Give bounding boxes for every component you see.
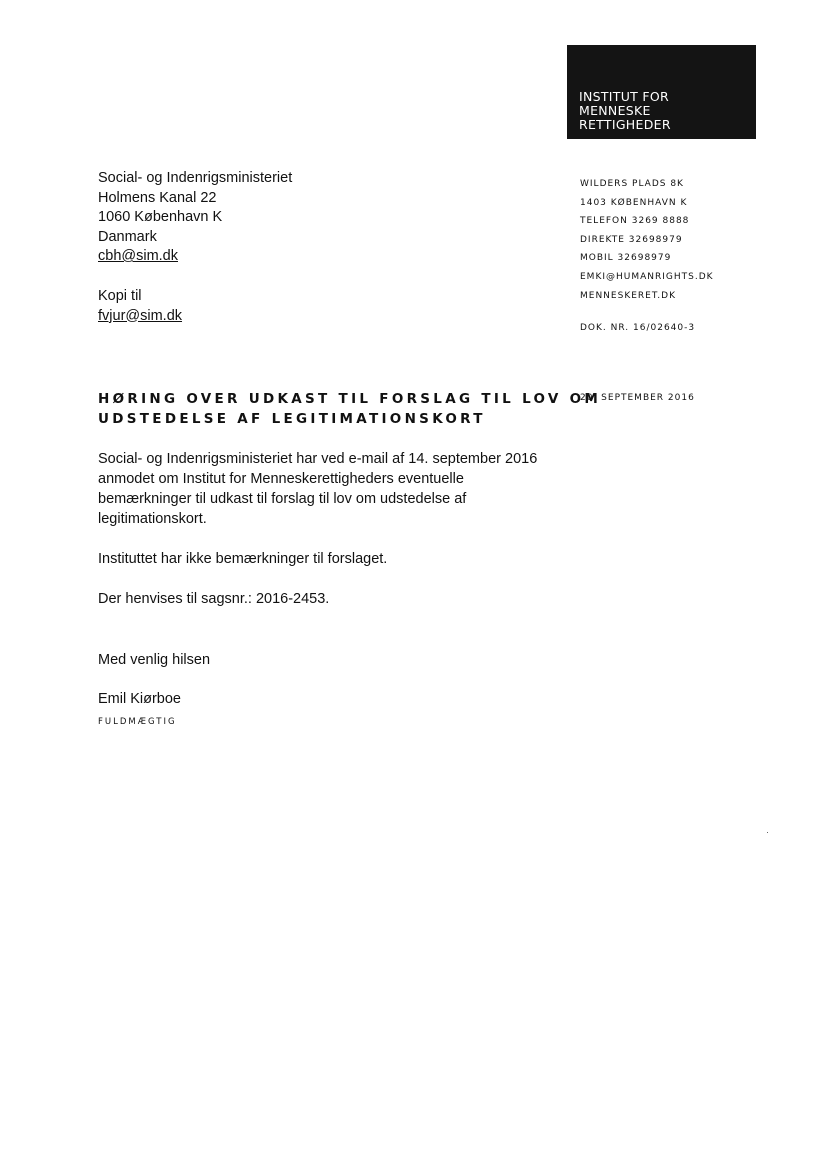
sender-web: MENNESKERET.DK	[580, 290, 676, 301]
logo-line-3: RETTIGHEDER	[579, 117, 671, 132]
copy-to-label: Kopi til	[98, 288, 142, 304]
greeting-text: Med venlig hilsen	[98, 652, 211, 668]
sender-city: 1403 KØBENHAVN K	[580, 197, 688, 208]
letter-heading	[98, 389, 602, 429]
sender-contact-block	[580, 175, 714, 305]
signatory-name	[98, 689, 181, 709]
body-line: Instituttet har ikke bemærkninger til forslaget.	[98, 551, 388, 567]
recipient-email-link[interactable]: cbh@sim.dk	[98, 248, 178, 264]
sender-direct: DIREKTE 32698979	[580, 234, 683, 245]
closing-greeting	[98, 650, 210, 670]
institute-logo	[567, 45, 756, 139]
sender-email: EMKI@HUMANRIGHTS.DK	[580, 271, 714, 282]
body-paragraph-1	[98, 449, 537, 529]
body-line: anmodet om Institut for Menneskerettigheders eventuelle	[98, 471, 464, 487]
recipient-city: 1060 København K	[98, 209, 223, 225]
body-paragraph-3	[98, 589, 329, 609]
letter-date: 20. SEPTEMBER 2016	[580, 393, 695, 403]
copy-to	[98, 287, 182, 326]
body-line: Social- og Indenrigsministeriet har ved e-mail af 14. september 2016	[98, 451, 538, 467]
body-line: legitimationskort.	[98, 511, 207, 527]
recipient-street: Holmens Kanal 22	[98, 189, 217, 206]
logo-text	[579, 90, 671, 132]
signatory-name-text: Emil Kiørboe	[98, 691, 181, 707]
copy-to-email-link[interactable]: fvjur@sim.dk	[98, 307, 183, 324]
body-paragraph-2	[98, 549, 387, 569]
logo-line-2: MENNESKE	[579, 103, 651, 118]
heading-line-1: HØRING OVER UDKAST TIL FORSLAG TIL LOV OM	[98, 391, 602, 407]
logo-line-1: INSTITUT FOR	[579, 89, 670, 104]
body-line: bemærkninger til udkast til forslag til lov om udstedelse af	[98, 491, 467, 507]
sender-mobile: MOBIL 32698979	[580, 253, 672, 264]
document-number: DOK. NR. 16/02640-3	[580, 323, 696, 333]
recipient-country: Danmark	[98, 228, 157, 245]
sender-address: WILDERS PLADS 8K	[580, 179, 684, 189]
heading-line-2: UDSTEDELSE AF LEGITIMATIONSKORT	[98, 411, 486, 427]
body-line: Der henvises til sagsnr.: 2016-2453.	[98, 591, 330, 607]
recipient-name: Social- og Indenrigsministeriet	[98, 170, 293, 186]
scan-speck	[767, 832, 768, 833]
sender-phone: TELEFON 3269 8888	[580, 216, 690, 227]
recipient-address	[98, 169, 292, 267]
signatory-title: FULDMÆGTIG	[98, 717, 177, 727]
